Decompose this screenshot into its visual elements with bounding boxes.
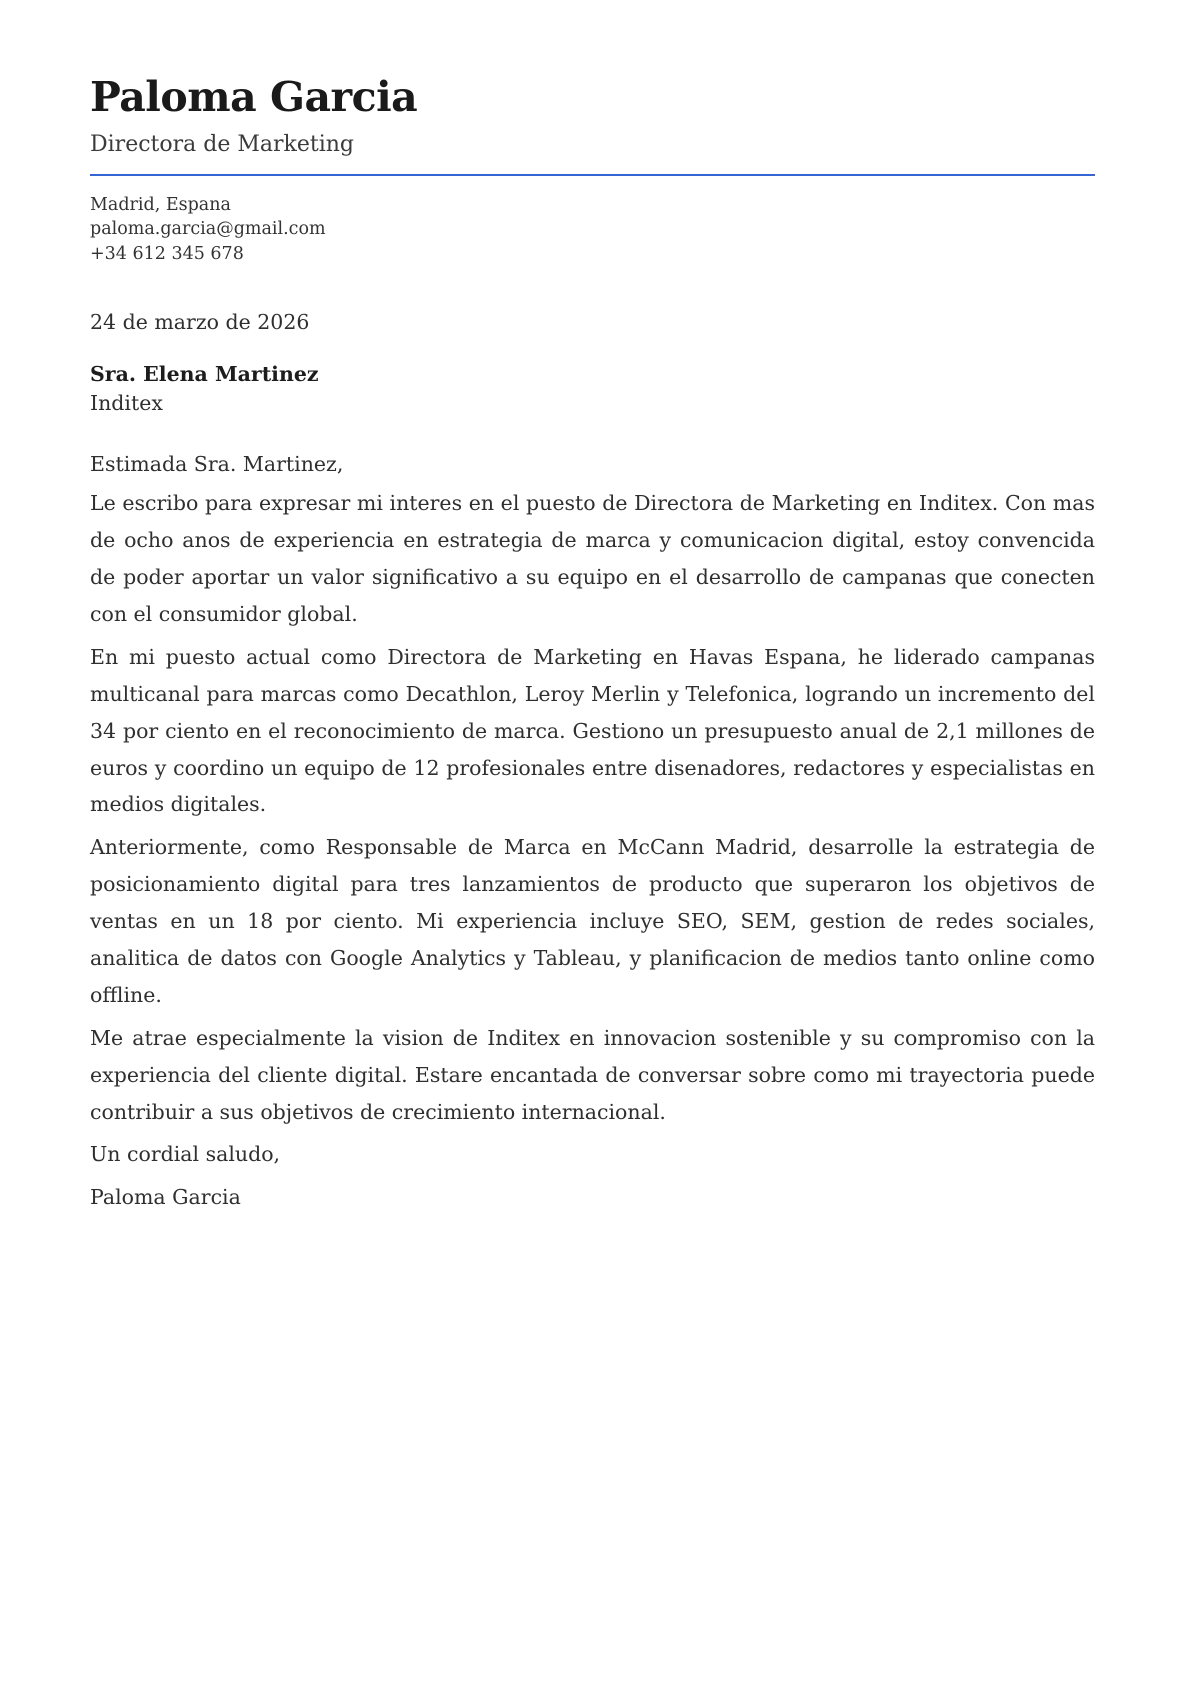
contact-location: Madrid, Espana [90, 194, 231, 215]
accent-divider [90, 174, 1095, 176]
signature-name: Paloma Garcia [90, 1185, 241, 1210]
body-paragraph-3: Anteriormente, como Responsable de Marca en McCann Madrid, desarrolle la estrategia de posicionamiento digital para tres lanzamientos de producto que superaron los objetivos de ventas en un 18 por ciento. Mi experiencia incluye SEO, SEM, gestion de redes sociales, analitica de datos con Google Analytics y Tableau, y planificacion de medios tanto online como offline. [90, 835, 1095, 1007]
body-paragraph-1: Le escribo para expresar mi interes en el puesto de Directora de Marketing en Inditex. Con mas de ocho anos de experiencia en estrategia de marca y comunicacion digital, estoy convencida de poder aportar un valor significativo a su equipo en el desarrollo de campanas que conecten con el consumidor global. [90, 491, 1095, 627]
salutation: Estimada Sra. Martinez, [90, 452, 344, 477]
contact-block [90, 193, 1095, 267]
letter-date: 24 de marzo de 2026 [90, 310, 310, 335]
recipient-company: Inditex [90, 391, 163, 416]
contact-phone: +34 612 345 678 [90, 243, 244, 264]
recipient-block [90, 360, 1095, 418]
body-paragraph-4: Me atrae especialmente la vision de Inditex en innovacion sostenible y su compromiso con la experiencia del cliente digital. Estare encantada de conversar sobre como mi trayectoria puede contribuir a sus objetivos de crecimiento internacional. [90, 1025, 1095, 1124]
job-title: Directora de Marketing [90, 132, 354, 158]
recipient-name: Sra. Elena Martinez [90, 362, 319, 387]
body-paragraph-2: En mi puesto actual como Directora de Marketing en Havas Espana, he liderado campanas multicanal para marcas como Decathlon, Leroy Merlin y Telefonica, logrando un incremento del 34 por ciento en el reconocimiento de marca. Gestiono un presupuesto anual de 2,1 millones de euros y coordino un equipo de 12 profesionales entre disenadores, redactores y especialistas en medios digitales. [90, 644, 1095, 817]
closing: Un cordial saludo, [90, 1142, 281, 1167]
applicant-name: Paloma Garcia [90, 73, 418, 121]
letter-header [90, 74, 1095, 266]
contact-email: paloma.garcia@gmail.com [90, 219, 326, 240]
